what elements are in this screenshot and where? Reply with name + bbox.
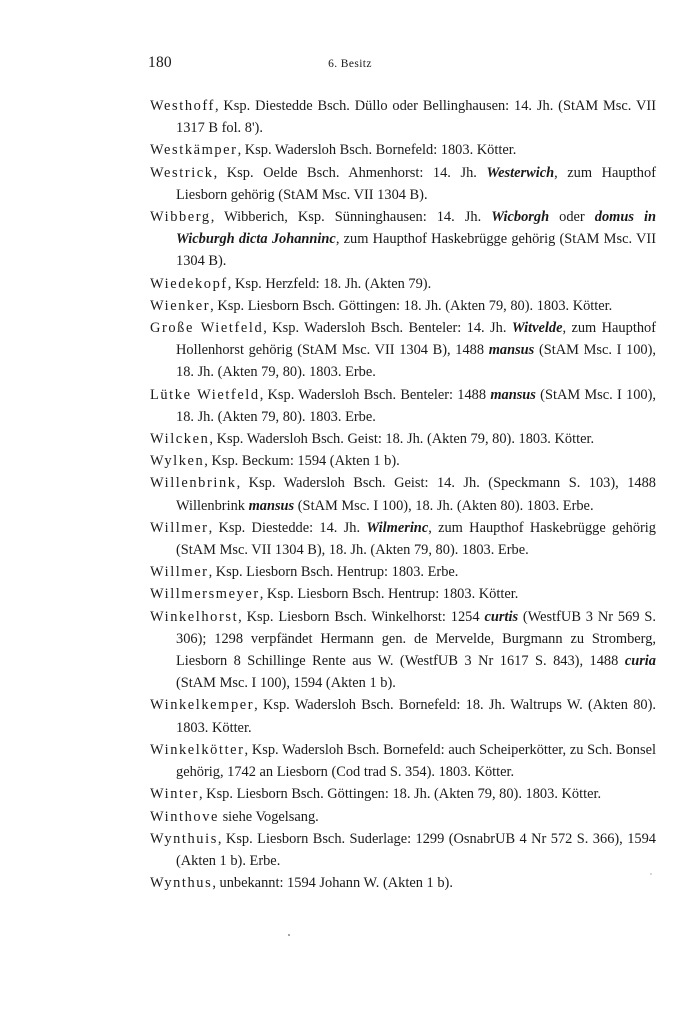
entry-text: , zum Haupthof Liesborn gehörig (StAM Msc. VII 1304 B). xyxy=(176,164,656,203)
entry-headword: Willmersmeyer xyxy=(150,586,260,603)
entry-text: oder xyxy=(549,209,595,226)
entry xyxy=(150,428,656,450)
entry-latin-term: mansus xyxy=(248,497,295,514)
entry xyxy=(150,694,656,738)
entry xyxy=(150,872,656,894)
running-title: 6. Besitz xyxy=(328,58,372,70)
entry-text: , zum Haupthof Haskebrügge gehörig (StAM Msc. VII 1304 B). xyxy=(176,231,656,270)
entry-headword: Lütke Wietfeld xyxy=(150,386,260,403)
entry-text: , Ksp. Diestedde Bsch. Düllo oder Bellinghausen: 14. Jh. (StAM Msc. VII 1317 B fol. 8'). xyxy=(176,98,656,137)
entry xyxy=(150,206,656,273)
entry-headword: Winkelkemper xyxy=(150,697,255,714)
entry-latin-term: curia xyxy=(624,653,656,670)
entry-latin-term: Wilmerinc xyxy=(366,519,429,536)
entry xyxy=(150,783,656,805)
entry xyxy=(150,517,656,561)
entry-text: (StAM Msc. I 100), 18. Jh. (Akten 79, 80). 1803. Erbe. xyxy=(176,342,656,381)
entry-text: , Ksp. Oelde Bsch. Ahmenhorst: 14. Jh. xyxy=(213,164,487,181)
entry-text: (WestfUB 3 Nr 569 S. 306); 1298 verpfändet Hermann gen. de Mervelde, Burgmann zu Stromberg, Liesborn 8 Schillinge Rente aus W. (WestfUB 3 Nr 1617 S. 843), 1488 xyxy=(176,608,656,670)
entry-text: (StAM Msc. I 100), 18. Jh. (Akten 80). 1803. Erbe. xyxy=(294,497,594,514)
entry-headword: Winkelkötter xyxy=(150,741,245,758)
entry xyxy=(150,273,656,295)
entry-text: , zum Haupthof Haskebrügge gehörig (StAM Msc. VII 1304 B), 18. Jh. (Akten 79, 80). 1803. Erbe. xyxy=(176,519,656,559)
entry-text: , Ksp. Wadersloh Bsch. Benteler: 1488 xyxy=(259,386,491,403)
entry-headword: Wilcken xyxy=(150,431,210,448)
entry-headword: Große Wietfeld xyxy=(150,320,264,337)
entry-headword: Westrick xyxy=(150,164,214,181)
entry-latin-term: domus in Wicburgh dicta Johanninc xyxy=(176,209,657,248)
page-number: 180 xyxy=(148,54,172,71)
entry-text: , Ksp. Liesborn Bsch. Suderlage: 1299 (OsnabrUB 4 Nr 572 S. 366), 1594 (Akten 1 b). Erbe. xyxy=(176,830,656,869)
entry-text: , Ksp. Liesborn Bsch. Göttingen: 18. Jh. (Akten 79, 80). 1803. Kötter. xyxy=(198,786,602,803)
entry xyxy=(150,139,656,161)
entry-text: (StAM Msc. I 100), 18. Jh. (Akten 79, 80). 1803. Erbe. xyxy=(176,386,656,425)
entry xyxy=(150,739,656,783)
entry-text: , Ksp. Wadersloh Bsch. Bornefeld: 1803. Kötter. xyxy=(237,142,517,159)
entry-text: , unbekannt: 1594 Johann W. (Akten 1 b). xyxy=(212,875,453,892)
entry-headword: Westkämper xyxy=(150,142,238,159)
entry-text: , Ksp. Wadersloh Bsch. Benteler: 14. Jh. xyxy=(263,320,512,337)
speck-mark xyxy=(288,934,290,936)
entry-text: , Ksp. Beckum: 1594 (Akten 1 b). xyxy=(204,453,400,470)
entry-headword: Willenbrink xyxy=(150,475,237,492)
entry-text: , Ksp. Diestedde: 14. Jh. xyxy=(208,519,367,536)
entry-text: , Wibberich, Ksp. Sünninghausen: 14. Jh. xyxy=(210,209,492,226)
entry-text: , Ksp. Liesborn Bsch. Hentrup: 1803. Kötter. xyxy=(259,586,519,603)
entry xyxy=(150,95,656,139)
entry-headword: Willmer xyxy=(150,519,209,536)
entry xyxy=(150,384,656,428)
entry-headword: Wynthus xyxy=(150,875,213,892)
entry-latin-term: curtis xyxy=(484,608,519,625)
entry-text: (StAM Msc. I 100), 1594 (Akten 1 b). xyxy=(176,675,396,692)
entry xyxy=(150,606,656,695)
entry-latin-term: Witvelde xyxy=(511,320,563,337)
entry-latin-term: mansus xyxy=(488,342,535,359)
entry-text: , Ksp. Wadersloh Bsch. Bornefeld: 18. Jh. Waltrups W. (Akten 80). 1803. Kötter. xyxy=(176,697,656,736)
entry-headword: Willmer xyxy=(150,564,209,581)
entry-text: , zum Haupthof Hollenhorst gehörig (StAM Msc. VII 1304 B), 1488 xyxy=(176,320,657,359)
entry-headword: Wynthuis xyxy=(150,830,218,847)
entry xyxy=(150,317,656,384)
entry-headword: Wienker xyxy=(150,297,211,314)
entry-headword: Wiedekopf xyxy=(150,275,228,292)
entry-headword: Winkelhorst xyxy=(150,608,239,625)
entry-text: , Ksp. Wadersloh Bsch. Geist: 14. Jh. (Speckmann S. 103), 1488 Willenbrink xyxy=(176,475,656,514)
entry-latin-term: Wicborgh xyxy=(491,209,550,226)
entry xyxy=(150,295,656,317)
entry-text: , Ksp. Wadersloh Bsch. Bornefeld: auch Scheiperkötter, zu Sch. Bonsel gehörig, 1742 an Liesborn (Cod trad S. 354). 1803. Kötter. xyxy=(176,741,656,781)
entry xyxy=(150,828,656,872)
speck-mark xyxy=(650,873,652,875)
entry xyxy=(150,472,656,516)
entry xyxy=(150,561,656,583)
entry-list xyxy=(150,95,656,894)
entry-headword: Winthove xyxy=(150,808,219,825)
entry-headword: Wibberg xyxy=(150,209,211,226)
entry-latin-term: Westerwich xyxy=(486,164,555,181)
entry-text: siehe Vogelsang. xyxy=(218,808,319,825)
entry-text: , Ksp. Herzfeld: 18. Jh. (Akten 79). xyxy=(227,275,432,292)
entry-text: , Ksp. Liesborn Bsch. Hentrup: 1803. Erbe. xyxy=(208,564,459,581)
entry xyxy=(150,162,656,206)
entry-headword: Wylken xyxy=(150,453,205,470)
entry xyxy=(150,583,656,605)
entry xyxy=(150,806,656,828)
entry-text: , Ksp. Wadersloh Bsch. Geist: 18. Jh. (Akten 79, 80). 1803. Kötter. xyxy=(209,431,595,448)
entry-text: , Ksp. Liesborn Bsch. Winkelhorst: 1254 xyxy=(238,608,485,625)
entry xyxy=(150,450,656,472)
entry-headword: Westhoff xyxy=(150,98,215,114)
entry-headword: Winter xyxy=(150,786,199,803)
entry-latin-term: mansus xyxy=(490,386,536,403)
entry-text: , Ksp. Liesborn Bsch. Göttingen: 18. Jh. (Akten 79, 80). 1803. Kötter. xyxy=(210,297,613,314)
